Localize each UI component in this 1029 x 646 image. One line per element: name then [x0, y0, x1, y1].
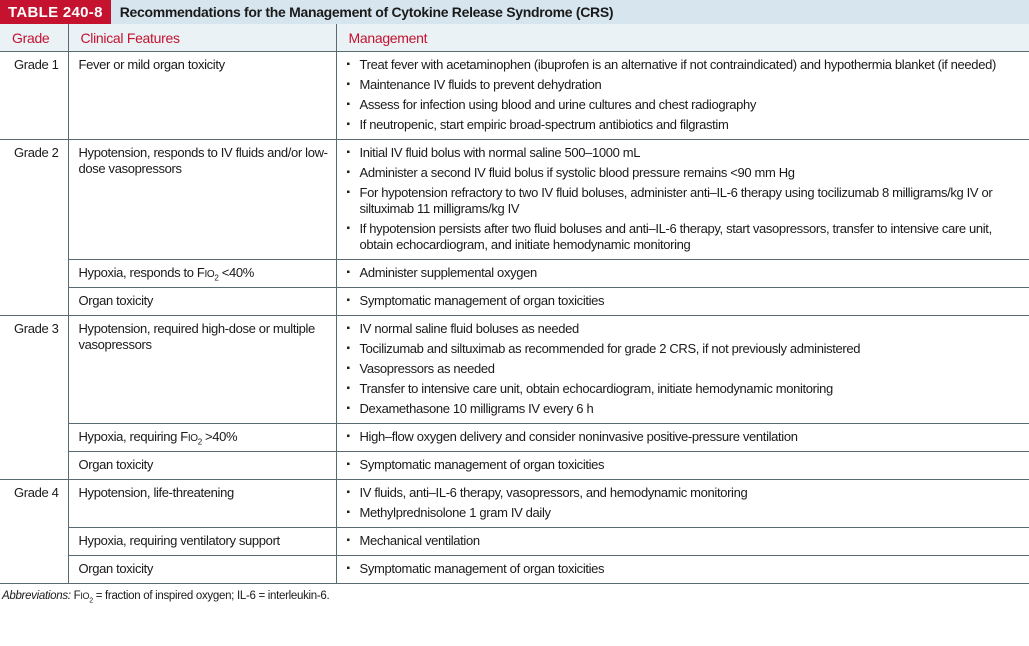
table-row [0, 528, 1029, 556]
clinical-feature: Organ toxicity [68, 556, 336, 584]
table-row [0, 52, 1029, 140]
crs-management-table [0, 24, 1029, 584]
list-item: ▪ Transfer to intensive care unit, obtain echocardiogram, initiate hemodynamic monitoring [347, 381, 1026, 397]
grade-label: Grade 3 [0, 316, 68, 480]
clinical-feature: Hypotension, responds to IV fluids and/or low-dose vasopressors [68, 140, 336, 260]
table-number: TABLE 240-8 [0, 0, 111, 24]
clinical-feature: Hypoxia, requiring $FIO_2 >40\%$ [68, 424, 336, 452]
management-list [347, 145, 1026, 253]
list-item: ▪ If neutropenic, start empiric broad-spectrum antibiotics and filgrastim [347, 117, 1026, 133]
management-cell [336, 528, 1029, 556]
management-cell [336, 316, 1029, 424]
management-cell [336, 260, 1029, 288]
list-item: ▪ Maintenance IV fluids to prevent dehydration [347, 77, 1026, 93]
column-header-features: Clinical Features [68, 24, 336, 52]
table-title-bar [0, 0, 1029, 24]
clinical-feature: Hypotension, required high-dose or multiple vasopressors [68, 316, 336, 424]
list-item: ▪ Methylprednisolone 1 gram IV daily [347, 505, 1026, 521]
list-item: ▪ Dexamethasone 10 milligrams IV every 6 h [347, 401, 1026, 417]
list-item: ▪ Initial IV fluid bolus with normal saline 500–1000 mL [347, 145, 1026, 161]
management-cell [336, 424, 1029, 452]
management-list [347, 485, 1026, 521]
column-header-grade: Grade [0, 24, 68, 52]
list-item: ▪ If hypotension persists after two fluid boluses and anti–IL-6 therapy, start vasopressors, transfer to intensive care unit, obtain echocardiogram, and initiate hemodynamic monitoring [347, 221, 1026, 253]
table-row [0, 424, 1029, 452]
list-item: ▪ Administer supplemental oxygen [347, 265, 1026, 281]
management-cell [336, 288, 1029, 316]
table-row [0, 452, 1029, 480]
list-item: ▪ Symptomatic management of organ toxicities [347, 293, 1026, 309]
grade-label: Grade 4 [0, 480, 68, 584]
list-item: ▪ High–flow oxygen delivery and consider noninvasive positive-pressure ventilation [347, 429, 1026, 445]
column-header-management: Management [336, 24, 1029, 52]
list-item: ▪ Vasopressors as needed [347, 361, 1026, 377]
management-list [347, 321, 1026, 417]
management-list [347, 533, 1026, 549]
list-item: ▪ IV normal saline fluid boluses as needed [347, 321, 1026, 337]
grade-label: Grade 2 [0, 140, 68, 316]
list-item: ▪ Assess for infection using blood and urine cultures and chest radiography [347, 97, 1026, 113]
management-cell [336, 556, 1029, 584]
management-list [347, 265, 1026, 281]
management-list [347, 429, 1026, 445]
clinical-feature: Organ toxicity [68, 452, 336, 480]
footnote-label: Abbreviations: [2, 590, 71, 602]
grade-label: Grade 1 [0, 52, 68, 140]
table-footnote: Abbreviations: $FIO_2$ = fraction of inspired oxygen; IL-6 = interleukin-6. [2, 590, 330, 605]
management-list [347, 57, 1026, 133]
table-row [0, 316, 1029, 424]
clinical-feature: Fever or mild organ toxicity [68, 52, 336, 140]
list-item: ▪ Tocilizumab and siltuximab as recommended for grade 2 CRS, if not previously administered [347, 341, 1026, 357]
table-row [0, 480, 1029, 528]
list-item: ▪ Mechanical ventilation [347, 533, 1026, 549]
management-cell [336, 140, 1029, 260]
list-item: ▪ Symptomatic management of organ toxicities [347, 457, 1026, 473]
table-row [0, 140, 1029, 260]
clinical-feature: Hypoxia, requiring ventilatory support [68, 528, 336, 556]
management-cell [336, 452, 1029, 480]
management-cell [336, 52, 1029, 140]
table-row [0, 556, 1029, 584]
management-list [347, 457, 1026, 473]
clinical-feature: Hypoxia, responds to $FIO_2 <40\%$ [68, 260, 336, 288]
list-item: ▪ Symptomatic management of organ toxicities [347, 561, 1026, 577]
management-list [347, 293, 1026, 309]
footnote-text: = fraction of inspired oxygen; IL-6 = interleukin-6. [92, 590, 330, 602]
table-row [0, 260, 1029, 288]
clinical-feature: Organ toxicity [68, 288, 336, 316]
management-cell [336, 480, 1029, 528]
list-item: ▪ For hypotension refractory to two IV fluid boluses, administer anti–IL-6 therapy using tocilizumab 8 milligrams/kg IV or siltuximab 11 milligrams/kg IV [347, 185, 1026, 217]
list-item: ▪ Administer a second IV fluid bolus if systolic blood pressure remains <90 mm Hg [347, 165, 1026, 181]
list-item: ▪ Treat fever with acetaminophen (ibuprofen is an alternative if not contraindicated) and hypothermia blanket (if needed) [347, 57, 1026, 73]
management-list [347, 561, 1026, 577]
clinical-feature: Hypotension, life-threatening [68, 480, 336, 528]
column-header-row [0, 24, 1029, 52]
list-item: ▪ IV fluids, anti–IL-6 therapy, vasopressors, and hemodynamic monitoring [347, 485, 1026, 501]
table-title: Recommendations for the Management of Cytokine Release Syndrome (CRS) [119, 4, 614, 20]
table-row [0, 288, 1029, 316]
